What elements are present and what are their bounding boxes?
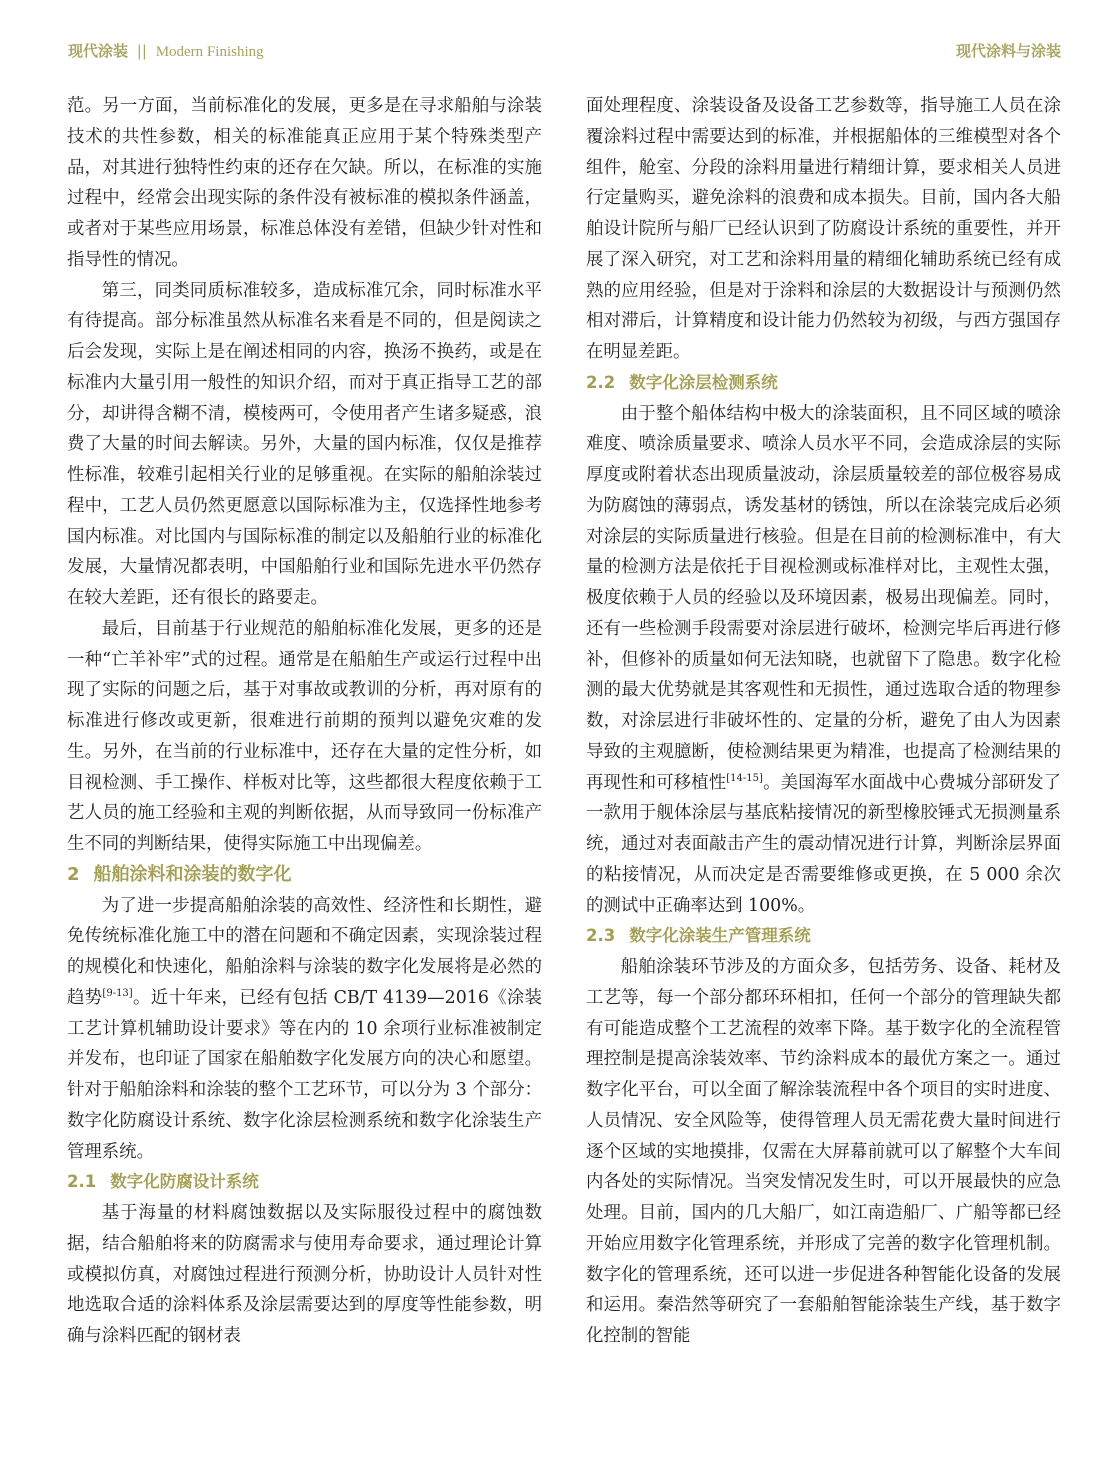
section-heading-2-1	[67, 1167, 542, 1198]
paragraph	[67, 891, 542, 1168]
section-title: 船舶涂料和涂装的数字化	[93, 863, 292, 885]
section-title: 数字化涂层检测系统	[629, 372, 778, 392]
citation-ref: [14-15]	[726, 772, 763, 784]
paragraph-text: 。近十年来，已经有包括 CB/T 4139—2016《涂装工艺计算机辅助设计要求》等在内的 10 余项行业标准被制定并发布，也印证了国家在船舶数字化发展方向的决心和愿望。针对于船舶涂料和涂装的整个工艺环节，可以分为 3 个部分：数字化防腐设计系统、数字化涂层检测系统和数字化涂装生产管理系统。	[67, 987, 542, 1162]
journal-name-en: Modern Finishing	[155, 44, 264, 60]
section-title: 数字化涂装生产管理系统	[629, 926, 811, 946]
right-column	[586, 91, 1061, 1352]
citation-ref: [9-13]	[102, 987, 133, 999]
section-number: 2	[67, 863, 80, 885]
paragraph: 第三，同类同质标准较多，造成标准冗余，同时标准水平有待提高。部分标准虽然从标准名来看是不同的，但是阅读之后会发现，实际上是在阐述相同的内容，换汤不换药，或是在标准内大量引用一般性的知识介绍，而对于真正指导工艺的部分，却讲得含糊不清，模棱两可，令使用者产生诸多疑惑，浪费了大量的时间去解读。另外，大量的国内标准，仅仅是推荐性标准，较难引起相关行业的足够重视。在实际的船舶涂装过程中，工艺人员仍然更愿意以国际标准为主，仅选择性地参考国内标准。对比国内与国际标准的制定以及船舶行业的标准化发展，大量情况都表明，中国船舶行业和国际先进水平仍然存在较大差距，还有很长的路要走。	[67, 280, 542, 608]
section-number: 2.3	[586, 926, 616, 946]
section-number: 2.1	[67, 1172, 97, 1192]
paragraph: 面处理程度、涂装设备及设备工艺参数等，指导施工人员在涂覆涂料过程中需要达到的标准，并根据船体的三维模型对各个组件，舱室、分段的涂料用量进行精细计算，要求相关人员进行定量购买，避免涂料的浪费和成本损失。目前，国内各大船舶设计院所与船厂已经认识到了防腐设计系统的重要性，并开展了深入研究，对工艺和涂料用量的精细化辅助系统已经有成熟的应用经验，但是对于涂料和涂层的大数据设计与预测仍然相对滞后，计算精度和设计能力仍然较为初级，与西方强国存在明显差距。	[586, 96, 1061, 362]
paragraph-text: 由于整个船体结构中极大的涂装面积，且不同区域的喷涂难度、喷涂质量要求、喷涂人员水平不同，会造成涂层的实际厚度或附着状态出现质量波动，涂层质量较差的部位极容易成为防腐蚀的薄弱点，诱发基材的锈蚀，所以在涂装完成后必须对涂层的实际质量进行核验。但是在目前的检测标准中，有大量的检测方法是依托于目视检测或标准样对比，主观性太强，极度依赖于人员的经验以及环境因素，极易出现偏差。同时，还有一些检测手段需要对涂层进行破坏，检测完毕后再进行修补，但修补的质量如何无法知晓，也就留下了隐患。数字化检测的最大优势就是其客观性和无损性，通过选取合适的物理参数，对涂层进行非破坏性的、定量的分析，避免了由人为因素导致的主观臆断，使检测结果更为精准，也提高了检测结果的再现性和可移植性	[586, 403, 1061, 793]
section-title: 数字化防腐设计系统	[110, 1172, 259, 1192]
section-number: 2.2	[586, 372, 616, 392]
paragraph-text: 为了进一步提高船舶涂装的高效性、经济性和长期性，避免传统标准化施工中的潜在问题和不确定因素，实现涂装过程的规模化和快速化，船舶涂料与涂装的数字化发展将是必然的趋势	[67, 895, 542, 1008]
section-heading-2-2	[586, 368, 1061, 399]
paragraph: 范。另一方面，当前标准化的发展，更多是在寻求船舶与涂装技术的共性参数，相关的标准能真正应用于某个特殊类型产品，对其进行独特性约束的还存在欠缺。所以，在标准的实施过程中，经常会出现实际的条件没有被标准的模拟条件涵盖，或者对于某些应用场景，标准总体没有差错，但缺少针对性和指导性的情况。	[67, 96, 542, 270]
running-header-left	[68, 40, 264, 61]
section-heading-2	[67, 860, 542, 891]
paragraph	[586, 399, 1061, 922]
running-header-section: 现代涂料与涂装	[955, 42, 1061, 60]
section-heading-2-3	[586, 921, 1061, 952]
journal-name-cn: 现代涂装	[68, 42, 129, 60]
header-separator: ||	[136, 42, 147, 60]
paragraph: 基于海量的材料腐蚀数据以及实际服役过程中的腐蚀数据，结合船舶将来的防腐需求与使用寿命要求，通过理论计算或模拟仿真，对腐蚀过程进行预测分析，协助设计人员针对性地选取合适的涂料体系及涂层需要达到的厚度等性能参数，明确与涂料匹配的钢材表	[67, 1203, 542, 1346]
paragraph: 最后，目前基于行业规范的船舶标准化发展，更多的还是一种“亡羊补牢”式的过程。通常是在船舶生产或运行过程中出现了实际的问题之后，基于对事故或教训的分析，再对原有的标准进行修改或更新，很难进行前期的预判以避免灾难的发生。另外，在当前的行业标准中，还存在大量的定性分析，如目视检测、手工操作、样板对比等，这些都很大程度依赖于工艺人员的施工经验和主观的判断依据，从而导致同一份标准产生不同的判断结果，使得实际施工中出现偏差。	[67, 618, 542, 854]
paragraph: 船舶涂装环节涉及的方面众多，包括劳务、设备、耗材及工艺等，每一个部分都环环相扣，任何一个部分的管理缺失都有可能造成整个工艺流程的效率下降。基于数字化的全流程管理控制是提高涂装效率、节约涂料成本的最优方案之一。通过数字化平台，可以全面了解涂装流程中各个项目的实时进度、人员情况、安全风险等，使得管理人员无需花费大量时间进行逐个区域的实地摸排，仅需在大屏幕前就可以了解整个大车间内各处的实际情况。当突发情况发生时，可以开展最快的应急处理。目前，国内的几大船厂，如江南造船厂、广船等都已经开始应用数字化管理系统，并形成了完善的数字化管理机制。数字化的管理系统，还可以进一步促进各种智能化设备的发展和运用。秦浩然等研究了一套船舶智能涂装生产线，基于数字化控制的智能	[586, 957, 1061, 1346]
paragraph-text: 。美国海军水面战中心费城分部研发了一款用于舰体涂层与基底粘接情况的新型橡胶锤式无损测量系统，通过对表面敲击产生的震动情况进行计算，判断涂层界面的粘接情况，从而决定是否需要维修或更换，在 5 000 余次的测试中正确率达到 100%。	[586, 772, 1061, 916]
left-column	[67, 91, 542, 1352]
